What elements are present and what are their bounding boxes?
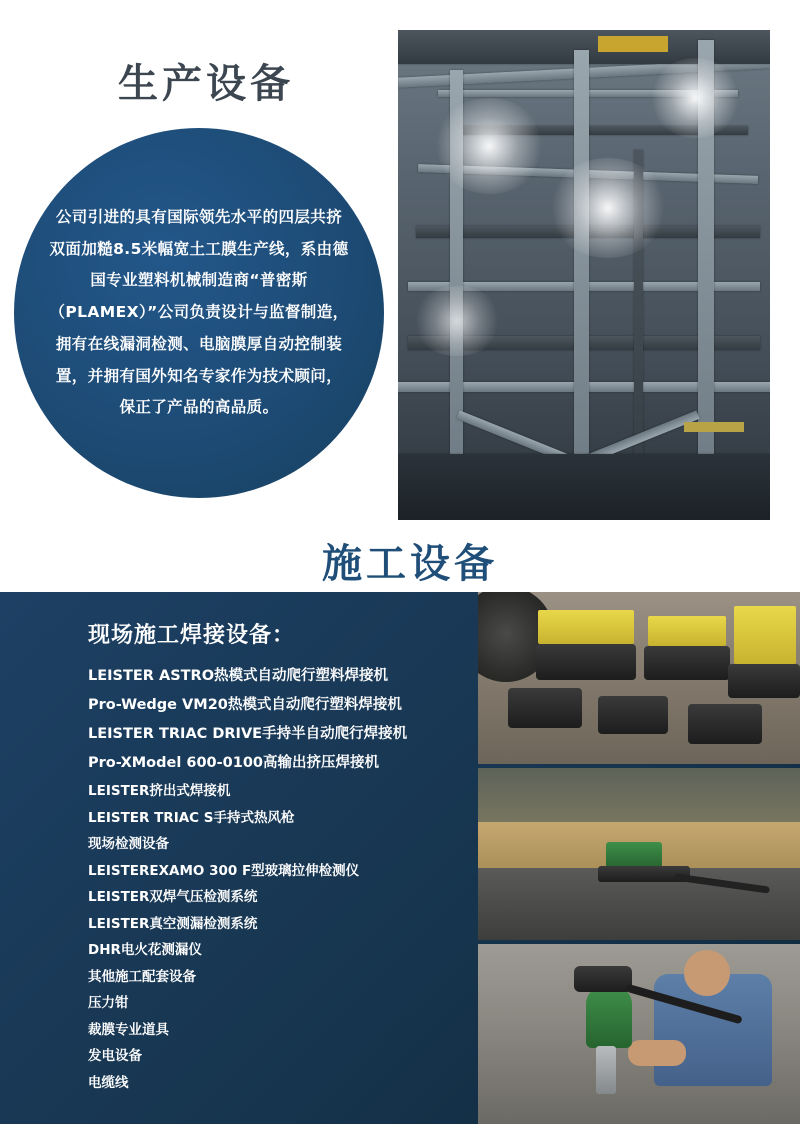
factory-photo	[398, 30, 770, 520]
photo-machine-case	[688, 704, 762, 744]
production-left-panel	[0, 0, 398, 592]
list-item: 压力钳	[88, 995, 129, 1012]
list-item: Pro-Wedge VM20热模式自动爬行塑料焊接机	[88, 697, 402, 714]
list-item: LEISTEREXAMO 300 F型玻璃拉伸检测仪	[88, 862, 360, 879]
photo-yellow-accent	[598, 36, 668, 52]
photo-yellow-accent	[684, 422, 744, 432]
photo-welder-motor	[574, 966, 632, 992]
photo-light-glow	[412, 286, 502, 356]
welding-equipment-heading: 现场施工焊接设备：	[88, 623, 296, 648]
list-item: 裁膜专业道具	[88, 1021, 169, 1038]
photo-light-glow	[650, 58, 740, 138]
photo-machine-case	[728, 664, 800, 698]
photo-machine	[734, 606, 796, 664]
welding-machines-photo	[478, 592, 800, 764]
photo-machine-case	[644, 646, 730, 680]
production-description-text: 公司引进的具有国际领先水平的四层共挤双面加糙8.5米幅宽土工膜生产线，系由德国专业塑料机械制造商“普密斯（PLAMEX）”公司负责设计与监督制造，拥有在线漏洞检测、电脑膜厚自动控制装置，并拥有国外知名专家作为技术顾问，保正了产品的高品质。	[49, 207, 349, 417]
photo-machine	[538, 610, 634, 644]
page-title-construction: 施工设备	[322, 541, 498, 587]
photo-extrusion-welder	[586, 986, 632, 1048]
photo-machine	[648, 616, 726, 646]
photo-detection-device	[606, 842, 662, 868]
list-item: LEISTER ASTRO热模式自动爬行塑料焊接机	[88, 668, 389, 684]
list-item: LEISTER真空测漏检测系统	[88, 915, 258, 932]
photo-column	[574, 50, 589, 520]
list-item: 电缆线	[88, 1074, 129, 1091]
photo-worker-head	[684, 950, 730, 996]
production-description-circle	[14, 128, 384, 498]
photo-machine-case	[536, 644, 636, 680]
list-item: LEISTER TRIAC S手持式热风枪	[88, 809, 295, 826]
list-item: LEISTER挤出式焊接机	[88, 783, 231, 800]
photo-floor	[398, 454, 770, 520]
photo-machine-case	[598, 696, 668, 734]
field-liner-photo	[478, 768, 800, 940]
list-item: LEISTER TRIAC DRIVE手持半自动爬行焊接机	[88, 726, 408, 743]
construction-equipment-section	[0, 592, 800, 1124]
photo-welder-nozzle	[596, 1046, 616, 1094]
worker-extrusion-welder-photo	[478, 944, 800, 1124]
page-title-production: 生产设备	[118, 61, 294, 107]
list-item: 发电设备	[88, 1048, 142, 1065]
list-item: 现场检测设备	[88, 836, 169, 853]
photo-light-glow	[548, 158, 668, 258]
photo-worker-arm	[628, 1040, 686, 1066]
list-item: DHR电火花测漏仪	[88, 942, 202, 959]
welding-equipment-list	[88, 665, 478, 1093]
welding-equipment-panel	[0, 592, 478, 1124]
list-item: LEISTER双焊气压检测系统	[88, 889, 258, 906]
photo-light-glow	[434, 98, 544, 194]
construction-photo-column	[478, 592, 800, 1124]
photo-machine-case	[508, 688, 582, 728]
list-item: 其他施工配套设备	[88, 968, 196, 985]
list-item: Pro-XModel 600-0100高输出挤压焊接机	[88, 755, 380, 772]
